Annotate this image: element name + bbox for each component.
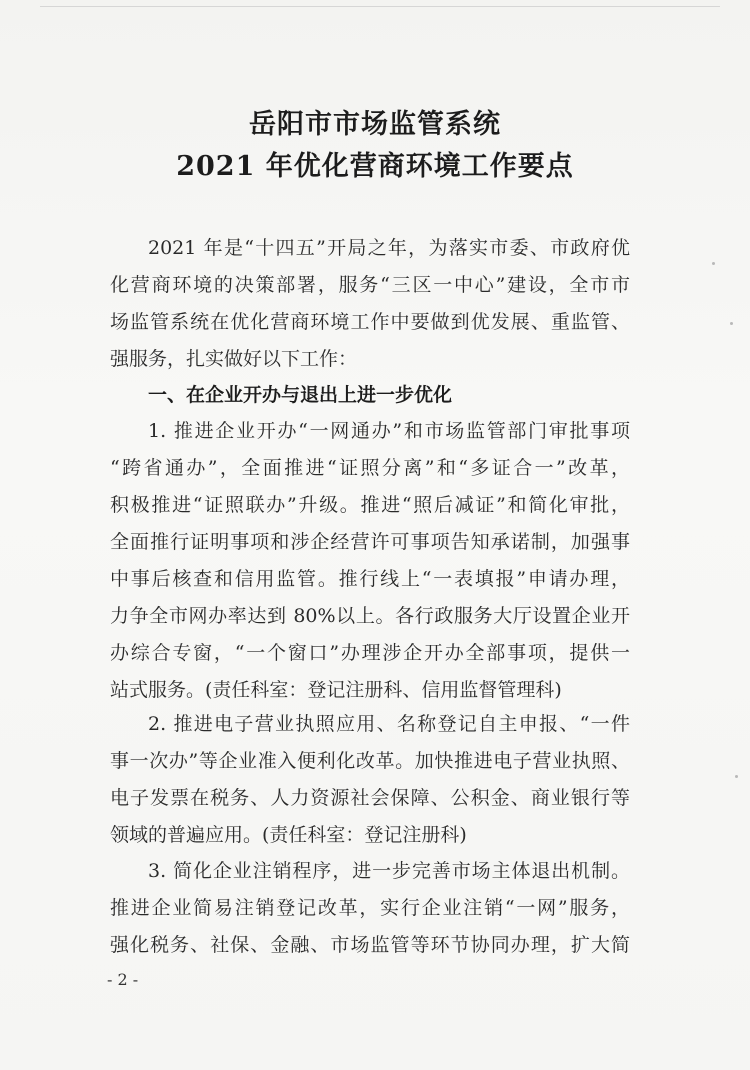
item-1-paragraph [110, 413, 630, 709]
item-1-line: 站式服务。(责任科室：登记注册科、信用监督管理科) [110, 679, 562, 701]
item-3-line: 推进企业简易注销登记改革，实行企业注销“一网”服务， [110, 897, 630, 919]
item-2-paragraph [110, 706, 630, 854]
intro-line: 强服务，扎实做好以下工作： [110, 348, 358, 370]
item-1-line: 积极推进“证照联办”升级。推进“照后减证”和简化审批， [110, 494, 630, 516]
item-1-line: 力争全市网办率达到 80%以上。各行政服务大厅设置企业开 [110, 605, 630, 627]
item-1-line: “跨省通办”，全面推进“证照分离”和“多证合一”改革， [110, 457, 630, 479]
title-line-1: 岳阳市市场监管系统 [249, 109, 501, 140]
intro-line: 化营商环境的决策部署，服务“三区一中心”建设，全市市 [110, 274, 630, 296]
item-2-line: 电子发票在税务、人力资源社会保障、公积金、商业银行等 [110, 787, 630, 809]
intro-line: 场监管系统在优化营商环境工作中要做到优发展、重监管、 [110, 311, 630, 333]
item-3-paragraph [110, 853, 630, 964]
scan-speck [730, 322, 733, 325]
page-number: - 2 - [107, 970, 139, 989]
section-1-heading: 一、在企业开办与退出上进一步优化 [148, 384, 453, 406]
item-1-line: 1. 推进企业开办“一网通办”和市场监管部门审批事项 [148, 420, 630, 442]
item-1-line: 中事后核查和信用监管。推行线上“一表填报”申请办理， [110, 568, 630, 590]
intro-paragraph [110, 230, 630, 378]
page-top-edge [40, 6, 720, 7]
item-3-line: 3. 简化企业注销程序，进一步完善市场主体退出机制。 [148, 860, 630, 882]
item-1-line: 全面推行证明事项和涉企经营许可事项告知承诺制，加强事 [110, 531, 630, 553]
scan-speck [735, 775, 738, 778]
title-line-2: 2021 年优化营商环境工作要点 [176, 151, 574, 182]
intro-line: 2021 年是“十四五”开局之年，为落实市委、市政府优 [148, 237, 630, 259]
item-2-line: 2. 推进电子营业执照应用、名称登记自主申报、“一件 [148, 713, 630, 735]
item-2-line: 事一次办”等企业准入便利化改革。加快推进电子营业执照、 [110, 750, 630, 772]
item-1-line: 办综合专窗，“一个窗口”办理涉企开办全部事项，提供一 [110, 642, 630, 664]
item-3-line: 强化税务、社保、金融、市场监管等环节协同办理，扩大简 [110, 934, 630, 956]
scan-speck [712, 262, 715, 265]
item-2-line: 领域的普遍应用。(责任科室：登记注册科) [110, 824, 467, 846]
